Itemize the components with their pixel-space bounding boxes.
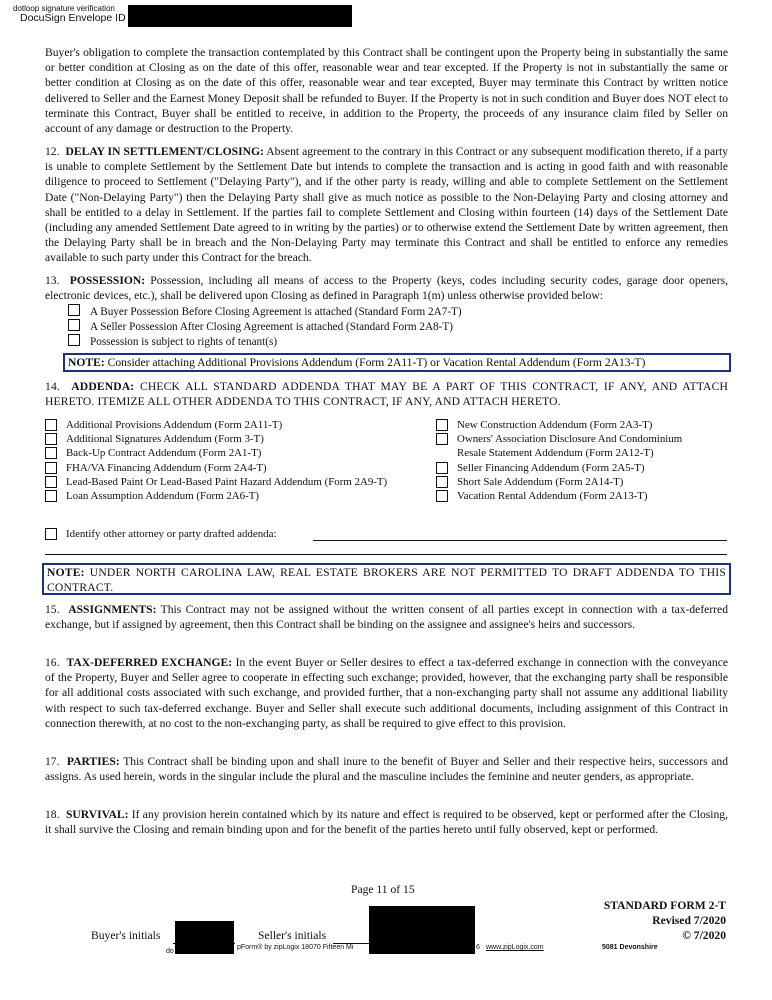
addendum-checkbox[interactable] (436, 433, 448, 445)
possession-option-label: A Seller Possession After Closing Agreement is attached (Standard Form 2A8-T) (90, 321, 453, 333)
section-14-num: 14. (45, 380, 60, 393)
section-16-title: TAX-DEFERRED EXCHANGE: (66, 656, 233, 669)
section-13-title: POSSESSION: (69, 274, 146, 287)
addendum-label: Lead-Based Paint Or Lead-Based Paint Hazard Addendum (Form 2A9-T) (66, 476, 388, 488)
section-13 (45, 273, 728, 303)
section-12-num: 12. (45, 145, 60, 158)
section-15 (45, 602, 728, 632)
addendum-label: Loan Assumption Addendum (Form 2A6-T) (66, 490, 259, 502)
addendum-checkbox[interactable] (436, 419, 448, 431)
addendum-checkbox[interactable] (436, 476, 448, 488)
addendum-label: Seller Financing Addendum (Form 2A5-T) (457, 462, 645, 474)
section-14-body: CHECK ALL STANDARD ADDENDA THAT MAY BE A PART OF THIS CONTRACT, IF ANY, AND ATTACH HERETO. ITEMIZE ALL OTHER ADDENDA TO THIS CONTRACT, IF ANY, AND ATTACH HERETO. (45, 380, 728, 409)
form-copyright: © 7/2020 (682, 929, 726, 942)
redacted-envelope-id (128, 5, 352, 27)
other-addenda-checkbox[interactable] (45, 528, 57, 540)
section-16-num: 16. (45, 656, 60, 669)
addendum-label: Back-Up Contract Addendum (Form 2A1-T) (66, 447, 262, 459)
addendum-checkbox[interactable] (45, 490, 57, 502)
redacted-seller-initials (369, 906, 475, 954)
possession-note (63, 353, 731, 372)
addendum-checkbox[interactable] (45, 476, 57, 488)
addendum-checkbox[interactable] (45, 433, 57, 445)
section-17 (45, 754, 728, 784)
section-18-num: 18. (45, 808, 60, 821)
addendum-checkbox[interactable] (45, 462, 57, 474)
section-18 (45, 807, 728, 837)
section-12-body: Absent agreement to the contrary in this Contract or any subsequent modification thereto, if a party is unable to complete Settlement by the Settlement Date but intends to complete the transaction and is acting in good faith and with reasonable diligence to proceed to Settlement ("Delaying Party"), and if the other party is ready, willing and able to complete Settlement on the Settlement Date ("Non-Delaying Party") then the Delaying Party shall give as much notice as possible to the Non-Delaying Party and closing attorney and shall be entitled to a delay in Settlement. If the parties fail to complete Settlement and Closing within fourteen (14) days of the Settlement Date (including any amended Settlement Date agreed to in writing by the parties) or to otherwise extend the Settlement Date by written agreement, then the Delaying Party shall be in breach and the Non-Delaying Party may terminate this Contract and shall be entitled to enforce any remedies available to such party under this Contract for the breach. (45, 145, 728, 265)
buyer-initials-label: Buyer's initials (91, 929, 161, 942)
section-12 (45, 144, 728, 266)
addenda-note (42, 563, 731, 595)
seller-initials-label: Seller's initials (258, 929, 327, 942)
possession-checkbox-3[interactable] (68, 334, 80, 346)
section-14 (45, 379, 728, 409)
addendum-label: FHA/VA Financing Addendum (Form 2A4-T) (66, 462, 267, 474)
section-18-body: If any provision herein contained which by its nature and effect is required to be observed, kept or performed after the Closing, it shall survive the Closing and remain binding upon and for the benefit of the parties hereto until fully observed, kept or performed. (45, 808, 728, 837)
section-17-num: 17. (45, 755, 60, 768)
addendum-label: Owners' Association Disclosure And Condominium (457, 433, 683, 445)
redacted-buyer-initials (175, 921, 234, 954)
possession-option-label: A Buyer Possession Before Closing Agreement is attached (Standard Form 2A7-T) (90, 306, 462, 318)
section-18-title: SURVIVAL: (65, 808, 129, 821)
addendum-label: Short Sale Addendum (Form 2A14-T) (457, 476, 624, 488)
addenda-note-text: UNDER NORTH CAROLINA LAW, REAL ESTATE BROKERS ARE NOT PERMITTED TO DRAFT ADDENDA TO THIS CONTRACT. (47, 566, 726, 594)
envelope-id-label: DocuSign Envelope ID (20, 12, 126, 24)
condition-paragraph: Buyer's obligation to complete the transaction contemplated by this Contract shall be contingent upon the Property being in substantially the same or better condition at Closing as on the date of this offer, reasonable wear and tear excepted. If the Property is not in substantially the same or better condition at Closing as on the date of this offer, reasonable wear and tear excepted, Buyer may terminate this Contract by written notice delivered to Seller and the Earnest Money Deposit shall be refunded to Buyer. If the Property is not in such condition and Buyer does NOT elect to terminate this Contract, Buyer shall be entitled to receive, in addition to the Property, the proceeds of any insurance claim filed by Seller on account of any damage or destruction to the Property. (45, 46, 728, 136)
other-addenda-input-line-2[interactable] (45, 554, 727, 555)
other-addenda-label: Identify other attorney or party drafted addenda: (66, 528, 277, 540)
possession-checkbox-1[interactable] (68, 304, 80, 316)
possession-note-text: Consider attaching Additional Provisions Addendum (Form 2A11-T) or Vacation Rental Addendum (Form 2A13-T) (107, 356, 646, 369)
file-name: 5081 Devonshire (602, 944, 658, 951)
section-17-body: This Contract shall be binding upon and shall inure to the benefit of Buyer and Seller and their respective heirs, successors and assigns. As used herein, words in the singular include the plural and the masculine includes the feminine and neuter genders, as appropriate. (45, 755, 728, 784)
other-addenda-input-line[interactable] (313, 540, 727, 541)
section-15-num: 15. (45, 603, 60, 616)
form-name: STANDARD FORM 2-T (603, 899, 726, 912)
addendum-label: Additional Provisions Addendum (Form 2A11-T) (66, 419, 283, 431)
section-16 (45, 655, 728, 731)
addendum-label: New Construction Addendum (Form 2A3-T) (457, 419, 653, 431)
section-13-num: 13. (45, 274, 60, 287)
possession-option-3 (68, 334, 277, 349)
dotloop-verification: dotloop signature verification (13, 4, 115, 13)
page-number: Page 11 of 15 (351, 883, 415, 896)
addenda-note-label: NOTE: (47, 566, 85, 579)
producer-prefix: do (166, 948, 174, 955)
section-14-title: ADDENDA: (71, 380, 135, 393)
possession-note-label: NOTE: (68, 356, 105, 369)
section-15-body: This Contract may not be assigned without the written consent of all parties except in connection with a tax-deferred exchange, but if assigned by agreement, then this Contract shall be binding on the assignee and assignee's heirs and successors. (45, 603, 728, 632)
addendum-label: Vacation Rental Addendum (Form 2A13-T) (457, 490, 648, 502)
addendum-label: Additional Signatures Addendum (Form 3-T) (66, 433, 264, 445)
addendum-checkbox[interactable] (45, 419, 57, 431)
form-info (604, 898, 726, 943)
possession-checkbox-2[interactable] (68, 319, 80, 331)
section-16-body: In the event Buyer or Seller desires to effect a tax-deferred exchange in connection with the conveyance of the Property, Buyer and Seller agree to cooperate in effecting such exchange; provided, however, that the exchanging party shall be responsible for all additional costs associated with such exchange, and provided further, that a non-exchanging party shall not assume any additional liability with respect to such tax-deferred exchange. Buyer and Seller shall execute such additional documents, including assignment of this Contract in connection therewith, at no cost to the non-exchanging party, as shall be required to give effect to this provision. (45, 656, 728, 730)
form-revised: Revised 7/2020 (652, 914, 726, 927)
section-17-title: PARTIES: (66, 755, 120, 768)
possession-option-1 (68, 304, 462, 319)
addendum-checkbox[interactable] (45, 447, 57, 459)
possession-option-label: Possession is subject to rights of tenant(s) (90, 336, 278, 348)
ziplogix-link[interactable]: www.zipLogix.com (486, 944, 544, 951)
possession-option-2 (68, 319, 453, 334)
producer-line: pForm® by zipLogix 18070 Fifteen Mi (237, 944, 354, 951)
producer-suffix: 6 (476, 944, 480, 951)
section-15-title: ASSIGNMENTS: (68, 603, 157, 616)
addendum-checkbox[interactable] (436, 462, 448, 474)
addendum-checkbox[interactable] (436, 490, 448, 502)
addendum-label: Resale Statement Addendum (Form 2A12-T) (457, 447, 654, 459)
section-12-title: DELAY IN SETTLEMENT/CLOSING: (65, 145, 264, 158)
section-13-body: Possession, including all means of access to the Property (keys, codes including security codes, garage door openers, electronic devices, etc.), shall be delivered upon Closing as defined in Paragraph 1(m) unless otherwise provided below: (45, 274, 728, 303)
